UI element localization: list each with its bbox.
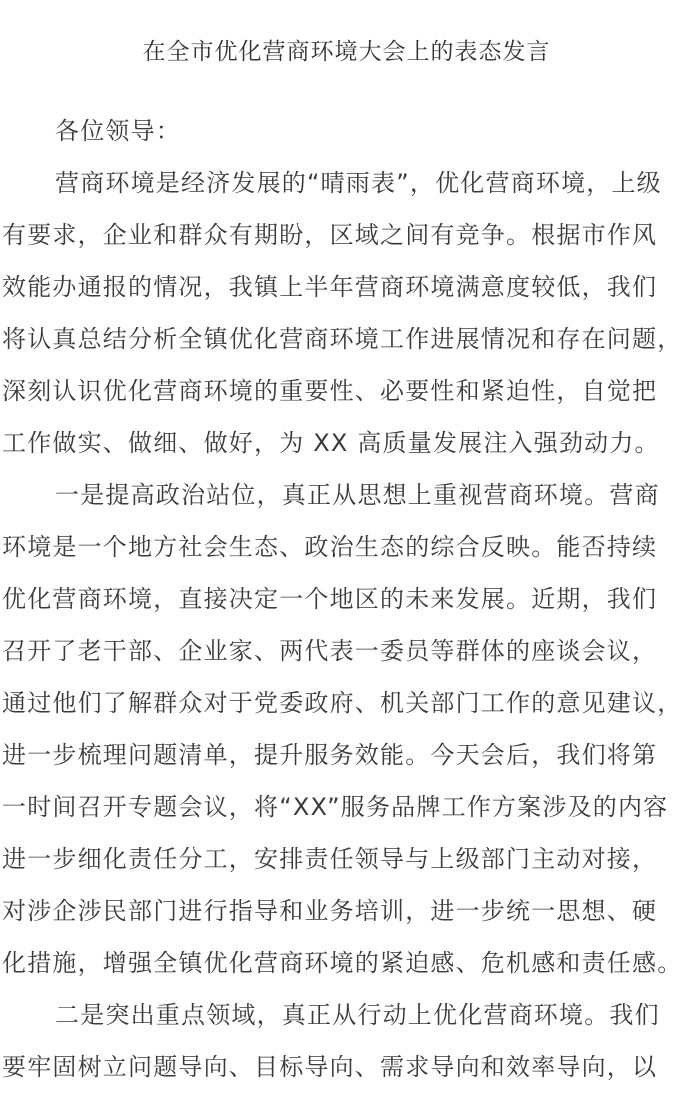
paragraph-line: 要牢固树立问题导向、目标导向、需求导向和效率导向，以 xyxy=(2,1053,658,1081)
paragraph-line: 进一步细化责任分工，安排责任领导与上级部门主动对接， xyxy=(2,845,658,873)
paragraph-line: 营商环境是经济发展的“晴雨表”，优化营商环境，上级 xyxy=(55,169,662,197)
paragraph-line: 化措施，增强全镇优化营商环境的紧迫感、危机感和责任感。 xyxy=(2,949,683,977)
paragraph-line: 对涉企涉民部门进行指导和业务培训，进一步统一思想、硬 xyxy=(2,897,658,925)
paragraph-line: 工作做实、做细、做好，为 XX 高质量发展注入强劲动力。 xyxy=(2,429,660,457)
paragraph-line: 将认真总结分析全镇优化营商环境工作进展情况和存在问题， xyxy=(2,325,683,353)
paragraph-line: 一是提高政治站位，真正从思想上重视营商环境。营商 xyxy=(55,481,660,509)
paragraph-line: 有要求，企业和群众有期盼，区域之间有竞争。根据市作风 xyxy=(2,221,658,249)
paragraph-line: 通过他们了解群众对于党委政府、机关部门工作的意见建议， xyxy=(2,689,683,717)
salutation: 各位领导： xyxy=(55,117,181,145)
paragraph-line: 优化营商环境，直接决定一个地区的未来发展。近期，我们 xyxy=(2,585,658,613)
paragraph-line: 一时间召开专题会议，将“XX”服务品牌工作方案涉及的内容 xyxy=(2,793,669,821)
paragraph-line: 二是突出重点领域，真正从行动上优化营商环境。我们 xyxy=(55,1001,660,1029)
paragraph-line: 环境是一个地方社会生态、政治生态的综合反映。能否持续 xyxy=(2,533,658,561)
paragraph-line: 进一步梳理问题清单，提升服务效能。今天会后，我们将第 xyxy=(2,741,658,769)
paragraph-line: 效能办通报的情况，我镇上半年营商环境满意度较低，我们 xyxy=(2,273,658,301)
document-title: 在全市优化营商环境大会上的表态发言 xyxy=(142,39,551,65)
paragraph-line: 召开了老干部、企业家、两代表一委员等群体的座谈会议， xyxy=(2,637,658,665)
paragraph-line: 深刻认识优化营商环境的重要性、必要性和紧迫性，自觉把 xyxy=(2,377,658,405)
